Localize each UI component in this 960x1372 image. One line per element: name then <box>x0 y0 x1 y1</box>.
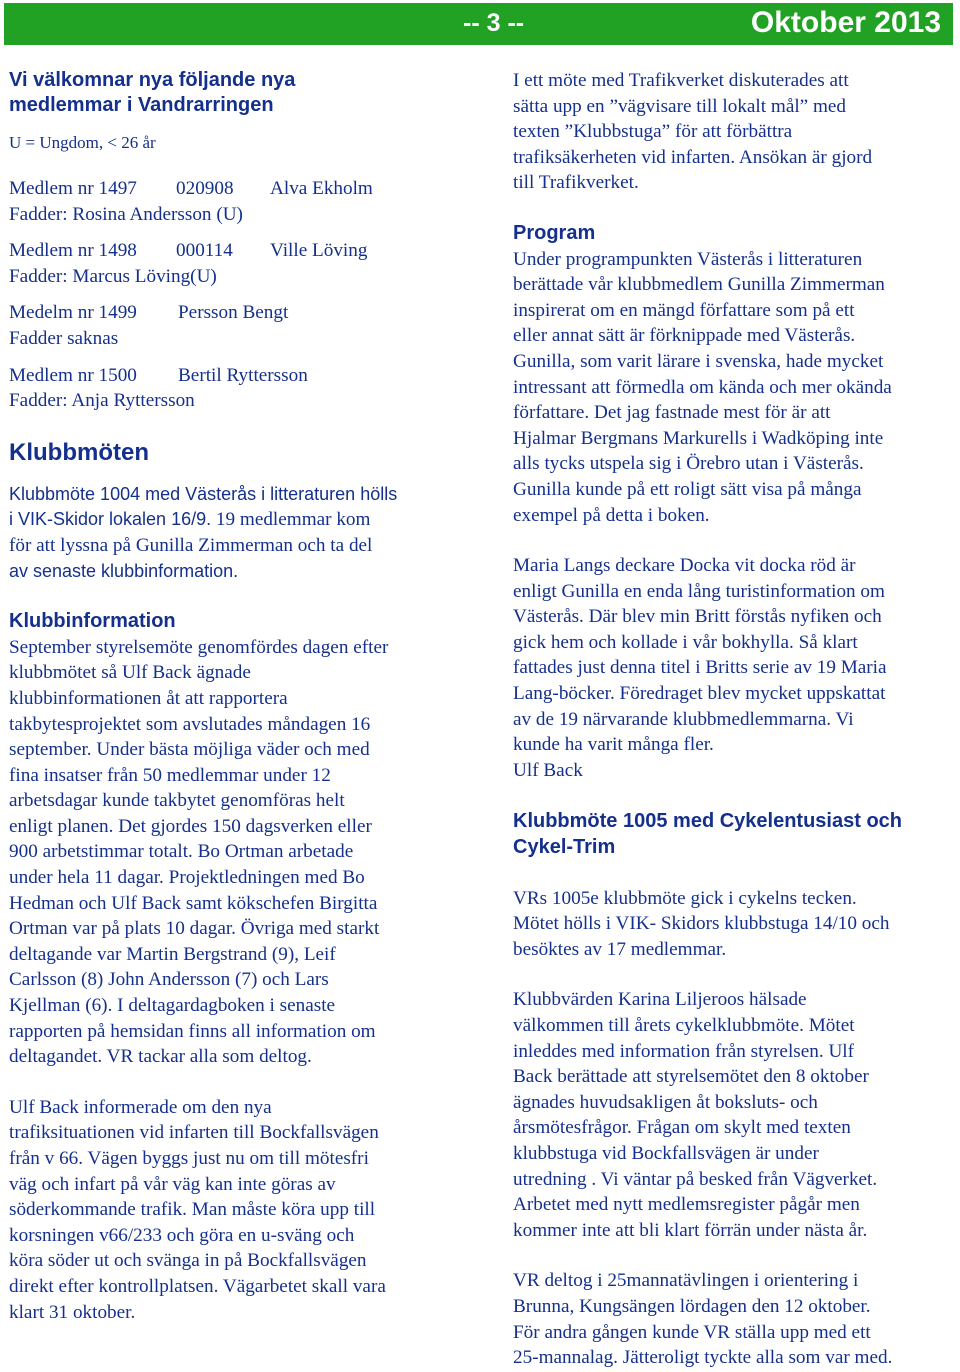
text-line: I ett möte med Trafikverket diskuterades att <box>513 70 849 91</box>
intro-heading-line1: Vi välkomnar nya följande nya <box>9 69 296 91</box>
text-line: Kjellman (6). I deltagardagboken i senaste <box>9 995 336 1017</box>
text-line: utredning . Vi väntar på besked från Vägverket. <box>513 1168 878 1190</box>
youth-note: U = Ungdom, < 26 år <box>9 133 156 152</box>
text-line: texten ”Klubbstuga” för att förbättra <box>513 121 793 143</box>
orient-paragraph <box>513 1268 955 1370</box>
text-line: Arbetet med nytt medlemsregister pågår men <box>513 1194 860 1216</box>
text-line: sätta upp en ”vägvisare till lokalt mål” med <box>513 95 847 117</box>
text-line: trafiksäkerheten vid infarten. Ansökan är gjord <box>513 146 873 168</box>
text-line: enligt Gunilla en enda lång turistinformation om <box>513 580 885 602</box>
klubbmoten-heading: Klubbmöten <box>9 438 149 466</box>
text-line: Gunilla, som varit lärare i svenska, hade mycket <box>513 350 884 372</box>
text-line: årsmötesfrågor. Frågan om skylt med texten <box>513 1117 851 1139</box>
text-line: inspirerat om en mängd författare som på ett <box>513 299 855 321</box>
program-heading: Program <box>513 221 596 244</box>
text-line: Hjalmar Bergmans Markurells i Wadköping inte <box>513 427 884 449</box>
text-line: från v 66. Vägen byggs just nu om till mötesfri <box>9 1148 369 1169</box>
member-entry <box>9 300 457 326</box>
text-line: fattades just denna titel i Britts serie av 19 Maria <box>513 657 887 679</box>
klubbmoten-text <box>9 482 457 584</box>
meeting-paragraph <box>513 68 955 196</box>
text-line: Maria Langs deckare Docka vit docka röd är <box>513 555 856 577</box>
text-line: Mötet hölls i VIK- Skidors klubbstuga 14/10 och <box>513 913 890 935</box>
cykel-paragraph <box>513 886 955 963</box>
text-line: kunde ha varit många fler. <box>513 734 714 756</box>
text-line: för att lyssna på Gunilla Zimmerman och ta del <box>9 534 373 556</box>
member-date: 000114 <box>176 240 233 262</box>
cykel-heading-line1: Klubbmöte 1005 med Cykelentusiast och <box>513 810 903 833</box>
member-number: Medlem nr 1500 <box>9 364 137 386</box>
text-span: 19 medlemmar kom <box>211 509 371 531</box>
cykel-heading-line2: Cykel-Trim <box>513 836 616 859</box>
member-sponsor: Fadder: Anja Ryttersson <box>9 390 195 412</box>
text-line: under hela 11 dagar. Projektledningen med Bo <box>9 867 365 889</box>
intro-heading-line2: medlemmar i Vandrarringen <box>9 94 274 116</box>
traffic-paragraph <box>9 1095 457 1325</box>
text-line: klubbstuga vid Bockfallsvägen är under <box>513 1142 819 1164</box>
text-line: klubbinformationen åt att rapportera <box>9 687 288 709</box>
member-number: Medlem nr 1497 <box>9 178 137 199</box>
text-line: deltagandet. VR tackar alla som deltog. <box>9 1046 312 1068</box>
text-line: Lang-böcker. Föredraget blev mycket uppskattat <box>513 683 886 705</box>
text-line: Under programpunkten Västerås i litteraturen <box>513 248 863 270</box>
text-line: För andra gången kunde VR ställa upp med ett <box>513 1321 871 1343</box>
member-name: Persson Bengt <box>178 302 289 324</box>
text-line: 25-mannalag. Jätteroligt tyckte alla som var med. <box>513 1347 893 1369</box>
member-date: 020908 <box>176 178 234 199</box>
text-line: Klubbmöte 1004 med Västerås i litteraturen hölls <box>9 483 398 504</box>
member-number: Medlem nr 1498 <box>9 240 137 262</box>
text-line: söderkommande trafik. Man måste köra upp till <box>9 1199 376 1221</box>
text-line: klart 31 oktober. <box>9 1301 136 1323</box>
page-header <box>4 3 953 45</box>
text-line: trafiksituationen vid infarten till Bockfallsvägen <box>9 1122 379 1144</box>
text-line: av senaste klubbinformation. <box>9 560 239 581</box>
member-sponsor: Fadder saknas <box>9 327 119 349</box>
member-entry <box>9 238 457 264</box>
klubbinfo-paragraph <box>9 635 457 1070</box>
text-line: gick hem och kollade i vår bokhylla. Så klart <box>513 631 858 653</box>
issue-month: Oktober 2013 <box>750 6 941 39</box>
text-line: Ulf Back <box>513 759 583 781</box>
text-line: alls tycks utspela sig i Örebro utan i Västerås. <box>513 453 864 475</box>
member-name: Bertil Ryttersson <box>178 364 308 386</box>
text-line: författare. Det jag fastnade mest för är att <box>513 402 831 424</box>
text-line: Västerås. Där blev min Britt förstås nyfiken och <box>513 606 882 628</box>
text-line: korsningen v66/233 och göra en u-sväng och <box>9 1224 355 1246</box>
text-line: inleddes med information från styrelsen. Ulf <box>513 1040 855 1062</box>
text-line: välkommen till årets cykelklubbmöte. Mötet <box>513 1015 855 1036</box>
member-name: Alva Ekholm <box>270 178 373 199</box>
text-line: enligt planen. Det gjordes 150 dagsverken eller <box>9 815 372 837</box>
text-line: deltagande var Martin Bergstrand (9), Leif <box>9 943 336 965</box>
text-line: 900 arbetstimmar totalt. Bo Ortman arbetade <box>9 841 354 863</box>
text-line: Carlsson (8) John Andersson (7) och Lars <box>9 969 329 991</box>
cykel-heading <box>513 809 955 860</box>
text-line: Brunna, Kungsängen lördagen den 12 oktober. <box>513 1295 871 1317</box>
program-paragraph <box>513 247 955 529</box>
page-number: -- 3 -- <box>463 9 525 37</box>
text-line: arbetsdagar kunde takbytet genomföras helt <box>9 790 345 812</box>
text-line: Klubbvärden Karina Liljeroos hälsade <box>513 989 807 1011</box>
member-entry <box>9 176 457 202</box>
member-name: Ville Löving <box>270 240 368 262</box>
member-sponsor: Fadder: Marcus Löving(U) <box>9 265 217 287</box>
text-line: VR deltog i 25mannatävlingen i orientering i <box>513 1270 859 1292</box>
text-line: exempel på detta i boken. <box>513 504 710 526</box>
text-line: köra söder ut och svänga in på Bockfallsvägen <box>9 1250 367 1272</box>
text-line <box>9 507 457 533</box>
text-line: kommer inte att bli klart förrän under nästa år. <box>513 1219 868 1241</box>
text-line: av de 19 närvarande klubbmedlemmarna. Vi <box>513 708 854 730</box>
left-column <box>9 68 457 1325</box>
text-line: intressant att förmedla om kända och mer okända <box>513 376 892 398</box>
text-line: Back berättade att styrelsemötet den 8 oktober <box>513 1066 869 1088</box>
right-column <box>513 68 955 1371</box>
text-line: Hedman och Ulf Back samt kökschefen Birgitta <box>9 892 378 914</box>
text-line: direkt efter kontrollplatsen. Vägarbetet skall vara <box>9 1275 386 1297</box>
text-line: fina insatser från 50 medlemmar under 12 <box>9 764 331 786</box>
text-line: till Trafikverket. <box>513 172 639 194</box>
text-line: ägnades huvudsakligen åt boksluts- och <box>513 1091 818 1113</box>
member-list <box>9 176 457 414</box>
text-line: eller annat sätt är förknippade med Västerås. <box>513 325 856 347</box>
text-line: takbytesprojektet som avslutades måndagen 16 <box>9 713 371 735</box>
text-line: rapporten på hemsidan finns all information om <box>9 1020 376 1042</box>
intro-heading <box>9 68 457 118</box>
member-number: Medelm nr 1499 <box>9 302 137 324</box>
klubbinfo-heading: Klubbinformation <box>9 610 176 633</box>
text-line: klubbmötet så Ulf Back ägnade <box>9 662 251 684</box>
maria-paragraph <box>513 553 955 783</box>
karina-paragraph <box>513 987 955 1243</box>
text-line: berättade vår klubbmedlem Gunilla Zimmerman <box>513 274 885 296</box>
text-line: Gunilla kunde på ett roligt sätt visa på många <box>513 478 862 500</box>
text-line: VRs 1005e klubbmöte gick i cykelns tecken. <box>513 887 857 909</box>
text-line: September styrelsemöte genomfördes dagen efter <box>9 636 389 658</box>
text-line: september. Under bästa möjliga väder och med <box>9 739 370 761</box>
text-line: väg och infart på vår väg kan inte göras av <box>9 1173 336 1195</box>
text-line: besöktes av 17 medlemmar. <box>513 938 727 960</box>
text-span: i VIK-Skidor lokalen 16/9. <box>9 509 212 530</box>
member-entry <box>9 363 457 389</box>
text-line: Ortman var på plats 10 dagar. Övriga med starkt <box>9 918 380 940</box>
member-sponsor: Fadder: Rosina Andersson (U) <box>9 203 243 225</box>
text-line: Ulf Back informerade om den nya <box>9 1096 272 1118</box>
